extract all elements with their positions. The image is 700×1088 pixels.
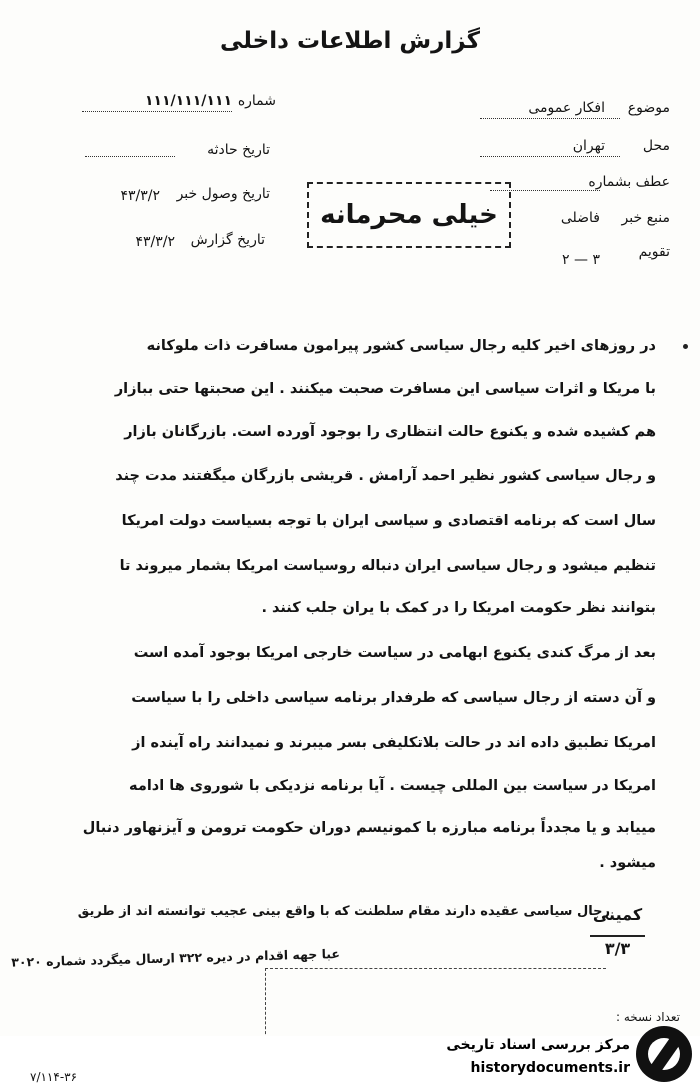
body-line: هم کشیده شده و یکنوع حالت انتظاری را بوجود آورده است. بازرگانان بازار (124, 424, 656, 440)
body-line: رجال سیاسی عقیده دارند مقام سلطنت که با واقع بینی عجیب توانسته اند از طریق (77, 904, 610, 919)
copies-box (265, 968, 606, 1039)
body-line: امریکا تطبیق داده اند در حالت بلاتکلیفی بسر میبرند و نمیدانند راه آینده از (132, 735, 656, 751)
report-date-value: ۴۳/۳/۲ (135, 234, 175, 250)
document-number: ۷/۱۱۴-۳۶ (30, 1070, 78, 1084)
body-line: بعد از مرگ کندی یکنوع ابهامی در سیاست خارجی امریکا بوجود آمده است (133, 645, 656, 661)
location-value: تهران (572, 138, 605, 154)
body-line: و رجال سیاسی کشور نظیر احمد آرامش . قریشی بازرگان میگفتند مدت چند (115, 468, 656, 484)
rating-value: ۲ — ۳ (562, 252, 600, 268)
body-line: با مریکا و اثرات سیاسی این مسافرت صحبت میکنند . این صحبتها حتی ببازار (114, 381, 656, 397)
classification-stamp: خیلی محرمانه (307, 182, 511, 248)
body-line: و آن دسته از رجال سیاسی که طرفدار برنامه سیاسی داخلی را با سیاست (131, 690, 656, 706)
body-line: سال است که برنامه اقتصادی و سیاسی ایران با توجه بسیاست دولت امریکا (121, 513, 656, 529)
body-line: میشود . (599, 855, 656, 871)
signature: کمینی (592, 905, 643, 924)
location-label: محل (642, 138, 670, 154)
watermark-url: historydocuments.ir (470, 1060, 630, 1076)
copies-label: تعداد نسخه : (615, 1010, 680, 1024)
source-value: فاضلی (560, 210, 600, 226)
report-date-label: تاریخ گزارش (190, 232, 265, 248)
location-line (480, 156, 620, 157)
receipt-date-value: ۴۳/۳/۲ (120, 188, 160, 204)
number-value: ۱۱۱/۱۱۱/۱۱۱ (144, 93, 232, 109)
margin-mark (683, 344, 688, 349)
body-line: مییابد و یا مجدداً برنامه مبارزه با کمونیسم دوران حکومت ترومن و آیزنهاور دنبال (82, 820, 656, 836)
body-line: بتوانند نظر حکومت امریکا را در کمک با یران جلب کنند . (261, 600, 656, 616)
number-label: شماره (237, 93, 276, 109)
receipt-date-label: تاریخ وصول خبر (176, 186, 270, 202)
signature-fraction: ۳/۳ (590, 935, 645, 958)
body-line: تنظیم میشود و رجال سیاسی ایران دنباله روسیاست امریکا بشمار میروند تا (119, 558, 656, 574)
number-line (82, 111, 232, 112)
rating-label: تقویم (638, 244, 670, 260)
source-label: منبع خبر (621, 210, 670, 226)
subject-line (480, 118, 620, 119)
subject-label: موضوع (627, 100, 670, 116)
reference-label: عطف بشماره (588, 174, 670, 190)
body-line: امریکا در سیاست بین المللی چیست . آیا برنامه نزدیکی با شوروی ها ادامه (129, 778, 656, 794)
event-date-line (85, 156, 175, 157)
body-line: در روزهای اخیر کلیه رجال سیاسی کشور پیرامون مسافرت ذات ملوکانه (146, 338, 656, 354)
document-title: گزارش اطلاعات داخلی (220, 28, 480, 54)
watermark-name: مرکز بررسی اسناد تاریخی (446, 1037, 630, 1053)
subject-value: افکار عمومی (528, 100, 605, 116)
event-date-label: تاریخ حادثه (207, 142, 270, 158)
handwritten-note: عبا جهه اقدام در دیره ۳۲۲ ارسال میگردد شماره ۳۰۲۰ (11, 946, 341, 970)
